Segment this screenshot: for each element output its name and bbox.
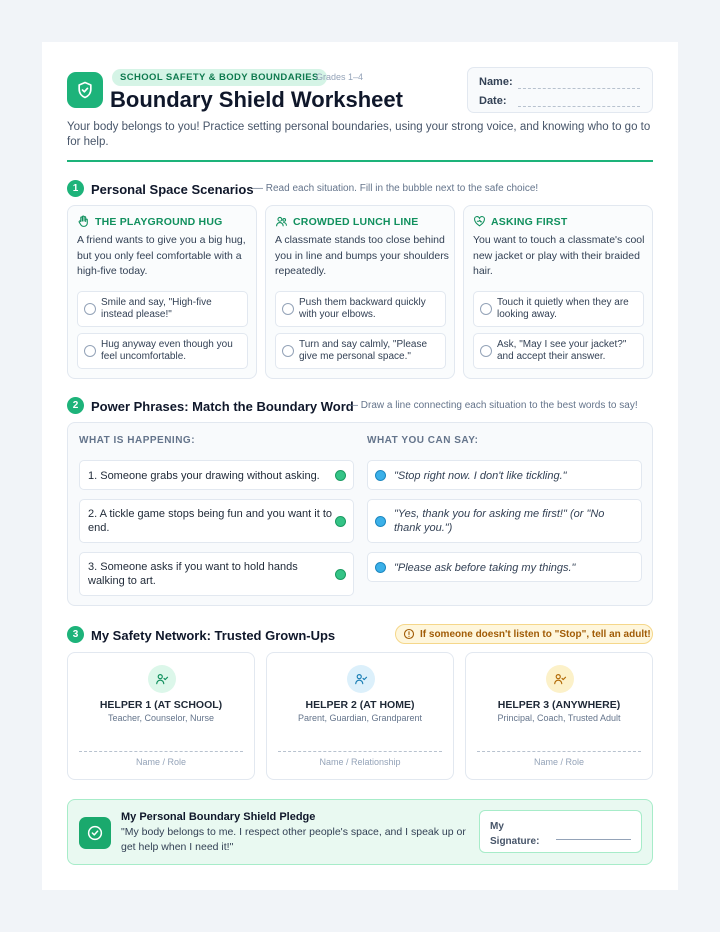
section-1-number: 1	[67, 180, 84, 197]
alert-text: If someone doesn't listen to "Stop", tell an adult!	[420, 628, 651, 640]
answer-option[interactable]	[473, 291, 644, 327]
phrase-item[interactable]	[367, 499, 642, 543]
section-2-title: Power Phrases: Match the Boundary Word	[91, 399, 354, 414]
pledge-title: My Personal Boundary Shield Pledge	[121, 811, 316, 823]
signature-label: My Signature:	[490, 821, 540, 847]
answer-option[interactable]	[77, 333, 248, 369]
header-divider	[67, 160, 653, 162]
grade-level: Grades 1–4	[316, 72, 364, 82]
scenario-description: You want to touch a classmate's cool new jacket or play with their braided hair.	[473, 234, 645, 277]
scenario-card-lunch-line	[265, 205, 455, 379]
scenario-description: A friend wants to give you a big hug, but you only feel comfortable with a high-five today.	[77, 234, 246, 277]
pledge-text: "My body belongs to me. I respect other people's space, and I speak up or get help when I need it!"	[121, 826, 466, 853]
situation-item[interactable]	[79, 552, 354, 596]
answer-text: Turn and say calmly, "Please give me personal space."	[299, 339, 428, 362]
answer-bubble[interactable]	[282, 303, 294, 315]
scenario-description: A classmate stands too close behind you in line and bumps your shoulders repeatedly.	[275, 234, 449, 277]
helper-field-caption: Name / Role	[533, 757, 585, 767]
shield-logo-icon	[67, 72, 103, 108]
answer-bubble[interactable]	[84, 345, 96, 357]
situation-text: 3. Someone asks if you want to hold hands walking to art.	[88, 561, 298, 587]
name-label: Name:	[479, 76, 513, 88]
answer-text: Ask, "May I see your jacket?" and accept their answer.	[497, 339, 627, 362]
name-field[interactable]	[518, 88, 640, 89]
helper-title: HELPER 2 (AT HOME)	[305, 699, 415, 711]
signature-box	[479, 810, 642, 853]
helper-examples: Parent, Guardian, Grandparent	[297, 713, 423, 723]
worksheet-page	[42, 42, 678, 890]
matching-panel	[67, 422, 653, 606]
match-dot-right[interactable]	[375, 562, 386, 573]
scenario-title: THE PLAYGROUND HUG	[95, 215, 223, 228]
answer-text: Push them backward quickly with your elbows.	[299, 297, 426, 320]
answer-bubble[interactable]	[282, 345, 294, 357]
page-title: Boundary Shield Worksheet	[110, 87, 403, 112]
helper-field-caption: Name / Relationship	[319, 757, 401, 767]
section-2-note: — Draw a line connecting each situation to the best words to say!	[348, 400, 638, 411]
helper-title: HELPER 3 (ANYWHERE)	[497, 699, 621, 711]
name-date-box	[467, 67, 653, 113]
helper-name-field[interactable]	[278, 751, 442, 752]
match-dot-left[interactable]	[335, 516, 346, 527]
pledge-panel	[67, 799, 653, 865]
match-dot-right[interactable]	[375, 470, 386, 481]
helper-examples: Teacher, Counselor, Nurse	[107, 713, 215, 723]
phrase-text: "Stop right now. I don't like tickling."	[394, 470, 567, 482]
answer-option[interactable]	[77, 291, 248, 327]
helper-name-field[interactable]	[79, 751, 243, 752]
signature-field[interactable]	[556, 839, 631, 840]
match-dot-right[interactable]	[375, 516, 386, 527]
helper-field-caption: Name / Role	[135, 757, 187, 767]
people-icon	[275, 215, 288, 228]
helper-title: HELPER 1 (AT SCHOOL)	[99, 699, 223, 711]
helper-card-anywhere	[465, 652, 653, 780]
section-3-number: 3	[67, 626, 84, 643]
situation-text: 1. Someone grabs your drawing without asking.	[88, 470, 320, 482]
user-check-icon	[546, 665, 574, 693]
helper-card-school	[67, 652, 255, 780]
helper-name-field[interactable]	[477, 751, 641, 752]
phrases-label: WHAT YOU CAN SAY:	[367, 435, 479, 446]
phrase-text: "Please ask before taking my things."	[394, 562, 576, 574]
scenario-heading	[275, 215, 419, 228]
hand-icon	[77, 215, 90, 228]
answer-bubble[interactable]	[480, 303, 492, 315]
answer-text: Touch it quietly when they are looking away.	[497, 297, 629, 320]
section-2-number: 2	[67, 397, 84, 414]
scenario-heading	[77, 215, 222, 228]
scenario-heading	[473, 215, 568, 228]
answer-text: Hug anyway even though you feel uncomfortable.	[101, 339, 233, 362]
check-badge-icon	[79, 817, 111, 849]
answer-bubble[interactable]	[84, 303, 96, 315]
helper-card-home	[266, 652, 454, 780]
section-3-title: My Safety Network: Trusted Grown-Ups	[91, 628, 336, 643]
situations-label: WHAT IS HAPPENING:	[79, 435, 196, 446]
phrase-item[interactable]	[367, 552, 642, 582]
heart-icon	[473, 215, 486, 228]
answer-text: Smile and say, "High-five instead please!"	[101, 297, 212, 320]
section-1-note: — Read each situation. Fill in the bubble next to the safe choice!	[253, 183, 539, 194]
scenario-card-playground-hug	[67, 205, 257, 379]
answer-bubble[interactable]	[480, 345, 492, 357]
answer-option[interactable]	[275, 291, 446, 327]
user-check-icon	[148, 665, 176, 693]
helper-examples: Principal, Coach, Trusted Adult	[497, 713, 621, 723]
scenario-title: ASKING FIRST	[491, 215, 568, 228]
date-label: Date:	[479, 95, 507, 107]
situation-item[interactable]	[79, 460, 354, 490]
phrase-text: "Yes, thank you for asking me first!" (or "No thank you.")	[394, 508, 605, 534]
match-dot-left[interactable]	[335, 569, 346, 580]
alert-badge	[395, 624, 653, 644]
date-field[interactable]	[518, 106, 640, 107]
situation-item[interactable]	[79, 499, 354, 543]
intro-text: Your body belongs to you! Practice setting personal boundaries, using your strong voice, and knowing who to go to for help.	[67, 121, 651, 148]
scenario-card-asking-first	[463, 205, 653, 379]
answer-option[interactable]	[275, 333, 446, 369]
phrase-item[interactable]	[367, 460, 642, 490]
user-check-icon	[347, 665, 375, 693]
match-dot-left[interactable]	[335, 470, 346, 481]
topic-tag: SCHOOL SAFETY & BODY BOUNDARIES	[112, 69, 327, 86]
situation-text: 2. A tickle game stops being fun and you want it to end.	[88, 508, 332, 534]
scenario-title: CROWDED LUNCH LINE	[293, 215, 419, 228]
section-1-title: Personal Space Scenarios	[91, 182, 254, 197]
alert-icon	[403, 628, 415, 640]
answer-option[interactable]	[473, 333, 644, 369]
